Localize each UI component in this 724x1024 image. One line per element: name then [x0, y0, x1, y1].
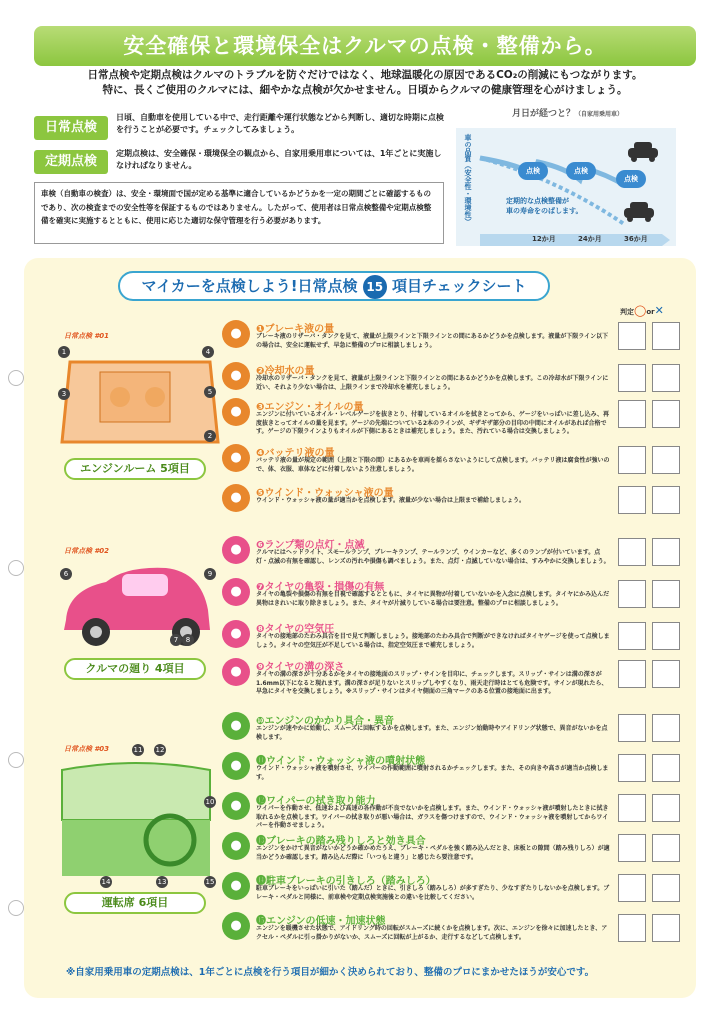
count-badge: 15	[363, 275, 387, 299]
judge-checkbox-ng[interactable]	[652, 754, 680, 782]
judge-checkbox-ok[interactable]	[618, 486, 646, 514]
item-title: ❶ブレーキ液の量	[256, 324, 335, 335]
footnote: ※自家用乗用車の定期点検は、1年ごとに点検を行う項目が細かく決められており、整備のプロにまかせたほうが安心です。	[66, 967, 595, 978]
check-item	[222, 712, 614, 752]
item-description: タイヤの接地部のたわみ具合を目で見て判断しましょう。接地部のたわみ具合で判断ができなければタイヤゲージを使って点検しましょう。タイヤの空気圧が不足している場合は、指定空気圧まで補充しましょう。	[256, 633, 610, 649]
item-title: ⓮駐車ブレーキの引きしろ（踏みしろ）	[256, 876, 436, 887]
judge-checkbox-ok[interactable]	[618, 834, 646, 862]
judge-checkbox-ok[interactable]	[618, 914, 646, 942]
judge-checkbox-ok[interactable]	[618, 622, 646, 650]
point-label-3: 点検	[616, 170, 646, 188]
judge-checkbox-ng[interactable]	[652, 914, 680, 942]
broken-car-icon	[624, 202, 654, 222]
item-description: エンジンに付いているオイル・レベルゲージを抜きとり、付着しているオイルを拭きとってから、ゲージをいっぱいに差し込み、再度抜きとってオイルの量を見ます。ゲージの先端についている2本のラインが、ギザギザ部分の目印の中間にオイルがあれば合格です。ゲージの下限ラインよりもオイルが下側にあるときは補充しましょう。また、汚れている場合は交換しましょう。	[256, 411, 609, 435]
judge-checkbox-ok[interactable]	[618, 714, 646, 742]
judge-checkbox-ng[interactable]	[652, 714, 680, 742]
category-label-1: エンジンルーム 5項目	[64, 458, 206, 480]
page-title: 安全確保と環境保全はクルマの点検・整備から。	[34, 26, 696, 66]
graph-curves	[456, 128, 676, 246]
judge-checkbox-ok[interactable]	[618, 538, 646, 566]
item-title: ❸エンジン・オイルの量	[256, 402, 364, 413]
check-item	[222, 320, 614, 360]
item-title: ❹バッテリ液の量	[256, 448, 335, 459]
item-icon: ●	[222, 792, 250, 820]
engine-room-illustration	[60, 342, 220, 452]
item-description: クルマにはヘッドライト、スモールランプ、ブレーキランプ、テールランプ、ウインカーなど、多くのランプが付いています。点灯・点滅の有無を確認し、レンズの汚れや損傷も調べましょう。また、点灯・点滅していない場合は、すみやかに交換しましょう。	[256, 549, 610, 565]
item-description: ブレーキ液のリザーバ・タンクを見て、液量が上限ラインと下限ラインとの間にあるかどうかを点検します。液量が下限ライン以下の場合は、安全に運転せず、早急に整備のプロに相談しましょう。	[256, 333, 609, 349]
item-title: ⓬ワイパーの拭き取り能力	[256, 796, 376, 807]
judge-legend: 判定◯or✕	[620, 304, 664, 317]
judge-checkbox-ng[interactable]	[652, 794, 680, 822]
judge-checkbox-ok[interactable]	[618, 754, 646, 782]
binder-hole	[8, 900, 24, 916]
item-icon: ●	[222, 444, 250, 472]
item-title: ❻ランプ類の点灯・点滅	[256, 540, 365, 551]
binder-hole	[8, 560, 24, 576]
judge-checkbox-ng[interactable]	[652, 538, 680, 566]
judge-checkbox-ng[interactable]	[652, 580, 680, 608]
check-item	[222, 792, 614, 832]
category-code-1: 日常点検 #01	[64, 332, 110, 340]
judge-checkbox-ng[interactable]	[652, 834, 680, 862]
item-description: ウインド・ウォッシャ液を噴射させ、ワイパーの作動範囲に噴射されるかチェックします。また、その向きや高さが適当か点検します。	[256, 765, 609, 781]
judge-checkbox-ok[interactable]	[618, 322, 646, 350]
check-item	[222, 832, 614, 872]
item-icon: ●	[222, 620, 250, 648]
check-item	[222, 658, 614, 698]
category-code-3: 日常点検 #03	[64, 745, 110, 753]
check-item	[222, 872, 614, 912]
item-icon: ●	[222, 578, 250, 606]
graph-note: 定期的な点検整備が 車の寿命をのばします。	[506, 197, 583, 215]
item-icon: ●	[222, 484, 250, 512]
x-label-12: 12か月	[532, 235, 556, 243]
check-item	[222, 362, 614, 402]
judge-checkbox-ok[interactable]	[618, 660, 646, 688]
judge-checkbox-ok[interactable]	[618, 874, 646, 902]
car-icon	[628, 142, 658, 162]
item-icon: ●	[222, 752, 250, 780]
item-title: ❾タイヤの溝の深さ	[256, 662, 345, 673]
item-title: ❿エンジンのかかり具合・異音	[256, 716, 394, 727]
item-icon: ●	[222, 872, 250, 900]
item-description: タイヤの溝の深さが十分あるかをタイヤの接地面のスリップ・サインを目印に、チェックします。スリップ・サインは溝の深さが1.6mm以下になると現れます。溝の深さが足りないとスリップしやすくなり、雨天走行時はとても危険です。サインが現れたら、早急にタイヤを交換しましょう。※スリップ・サインはタイヤ側面の三角マークのある位置の接地面に出ます。	[256, 671, 608, 695]
item-description: エンジンをかけて異音がないかどうか確かめたうえ、ブレーキ・ペダルを強く踏み込んだとき、床板との隙間（踏み残りしろ）が適当かどうか確認します。踏み込んだ際に「いつもと違う」と感じたら要注意です。	[256, 845, 610, 861]
item-icon: ●	[222, 536, 250, 564]
driver-seat-illustration	[56, 760, 216, 890]
item-description: エンジンが速やかに始動し、スムーズに回転するかを点検します。また、エンジン始動時やアイドリング状態で、異音がないかを点検します。	[256, 725, 608, 741]
graph-y-label: 車の品質（安全性・環境性）	[464, 134, 472, 225]
check-item	[222, 484, 614, 524]
item-description: 冷却水のリザーバ・タンクを見て、液量が上限ラインと下限ラインとの間にあるかどうかを点検します。この冷却水が下限ラインに近い、それより少ない場合は、上限ラインまで冷却水を補充しましょう。	[256, 375, 609, 391]
item-title: ❼タイヤの亀裂・損傷の有無	[256, 582, 385, 593]
intro-line-1: 日常点検や定期点検はクルマのトラブルを防ぐだけではなく、地球温暖化の原因であるCO₂の削減にもつながります。	[87, 69, 643, 81]
item-icon: ●	[222, 658, 250, 686]
category-label-3: 運転席 6項目	[64, 892, 206, 914]
sheet-title: マイカーを点検しよう!日常点検 15 項目チェックシート	[118, 271, 550, 301]
intro-text	[34, 68, 696, 98]
item-icon: ●	[222, 320, 250, 348]
binder-hole	[8, 752, 24, 768]
item-icon: ●	[222, 398, 250, 426]
check-item	[222, 444, 614, 484]
category-label-2: クルマの廻り 4項目	[64, 658, 206, 680]
periodic-check-tag: 定期点検	[34, 150, 108, 174]
category-code-2: 日常点検 #02	[64, 547, 110, 555]
item-title: ⓫ウインド・ウォッシャ液の噴射状態	[256, 756, 426, 767]
item-icon: ●	[222, 712, 250, 740]
periodic-check-text: 定期点検は、安全確保・環境保全の観点から、自家用乗用車については、1年ごとに実施しなければなりません。	[116, 149, 442, 170]
item-description: エンジンを暖機させた状態で、アイドリング時の回転がスムーズに続くかを点検します。次に、エンジンを徐々に加速したとき、アクセル・ペダルに引っ掛かりがないか、スムーズに回転が上がるか、走行するなどして点検します。	[256, 925, 608, 941]
check-item	[222, 620, 614, 660]
item-description: ウインド・ウォッシャ液の量が適当かを点検します。液量が少ない場合は上限まで補給しましょう。	[256, 497, 525, 504]
judge-checkbox-ng[interactable]	[652, 874, 680, 902]
binder-hole	[8, 370, 24, 386]
judge-checkbox-ok[interactable]	[618, 446, 646, 474]
judge-checkbox-ok[interactable]	[618, 794, 646, 822]
point-label-2: 点検	[566, 162, 596, 180]
intro-line-2: 特に、長くご使用のクルマには、細やかな点検が欠かせません。日頃からクルマの健康管理を心がけましょう。	[102, 84, 628, 96]
judge-checkbox-ng[interactable]	[652, 486, 680, 514]
check-item	[222, 536, 614, 576]
graph-title: 月日が経つと？（自家用乗用車）	[512, 109, 624, 119]
judge-checkbox-ok[interactable]	[618, 400, 646, 428]
item-title: ⓯エンジンの低速・加速状態	[256, 916, 386, 927]
item-icon: ●	[222, 912, 250, 940]
vehicle-inspection-note: 車検（自動車の検査）は、安全・環境面で国が定める基準に適合しているかどうかを一定の期間ごとに確認するものであり、次の検査までの安全性等を保証するものではありません。したがって、使用者は日常点検整備や定期点検整備を確実に実施するとともに、使用に応じた適切な保守管理を行う必要があります。	[34, 182, 444, 244]
judge-checkbox-ng[interactable]	[652, 660, 680, 688]
quality-graph	[456, 106, 690, 246]
graph-area	[456, 128, 676, 246]
item-title: ❺ウインド・ウォッシャ液の量	[256, 488, 394, 499]
point-label-1: 点検	[518, 162, 548, 180]
item-description: 駐車ブレーキをいっぱいに引いた（踏んだ）ときに、引きしろ（踏みしろ）が多すぎたり、少なすぎたりしないかを点検します。ブレーキ・ペダルと同様に、前車検や定期点検実施後との違いを比較してください。	[256, 885, 610, 901]
judge-checkbox-ng[interactable]	[652, 364, 680, 392]
daily-check-text: 日頃、自動車を使用している中で、走行距離や運行状態などから判断し、適切な時期に点検を行うことが必要です。チェックしてみましょう。	[116, 113, 444, 134]
check-item	[222, 912, 614, 952]
check-item	[222, 578, 614, 618]
item-description: タイヤの亀裂や損傷の有無を目視で確認するとともに、タイヤに異物が付着していないかを入念に点検します。タイヤにかみ込んだ異物はきれいに取り除きましょう。また、タイヤが片減りしている場合は要注意。整備のプロに相談しましょう。	[256, 591, 610, 607]
judge-checkbox-ng[interactable]	[652, 622, 680, 650]
item-description: バッテリ液の量が規定の範囲（上限と下限の間）にあるかを車両を揺らさないようにして点検します。バッテリ液は腐食性が強いので、体、衣服、車体などに付着しないよう注意しましょう。	[256, 457, 610, 473]
judge-checkbox-ok[interactable]	[618, 364, 646, 392]
check-item	[222, 752, 614, 792]
item-description: ワイパーを作動させ、低速および高速の各作動が不良でないかを点検します。また、ウインド・ウォッシャ液が噴射したときに拭き取れるかを点検します。ワイパーの拭き取りが悪い場合は、ガラスを傷つけますので、ウインド・ウォッシャ液を噴射してからワイパーを作動させましょう。	[256, 805, 609, 829]
judge-checkbox-ng[interactable]	[652, 322, 680, 350]
item-title: ❽タイヤの空気圧	[256, 624, 335, 635]
x-label-24: 24か月	[578, 235, 602, 243]
judge-checkbox-ng[interactable]	[652, 400, 680, 428]
item-icon: ●	[222, 362, 250, 390]
x-label-36: 36か月	[624, 235, 648, 243]
judge-checkbox-ng[interactable]	[652, 446, 680, 474]
daily-check-tag: 日常点検	[34, 116, 108, 140]
item-title: ⓭ブレーキの踏み残りしろと効き具合	[256, 836, 426, 847]
judge-checkbox-ok[interactable]	[618, 580, 646, 608]
check-item	[222, 398, 614, 438]
item-icon: ●	[222, 832, 250, 860]
item-title: ❷冷却水の量	[256, 366, 315, 377]
